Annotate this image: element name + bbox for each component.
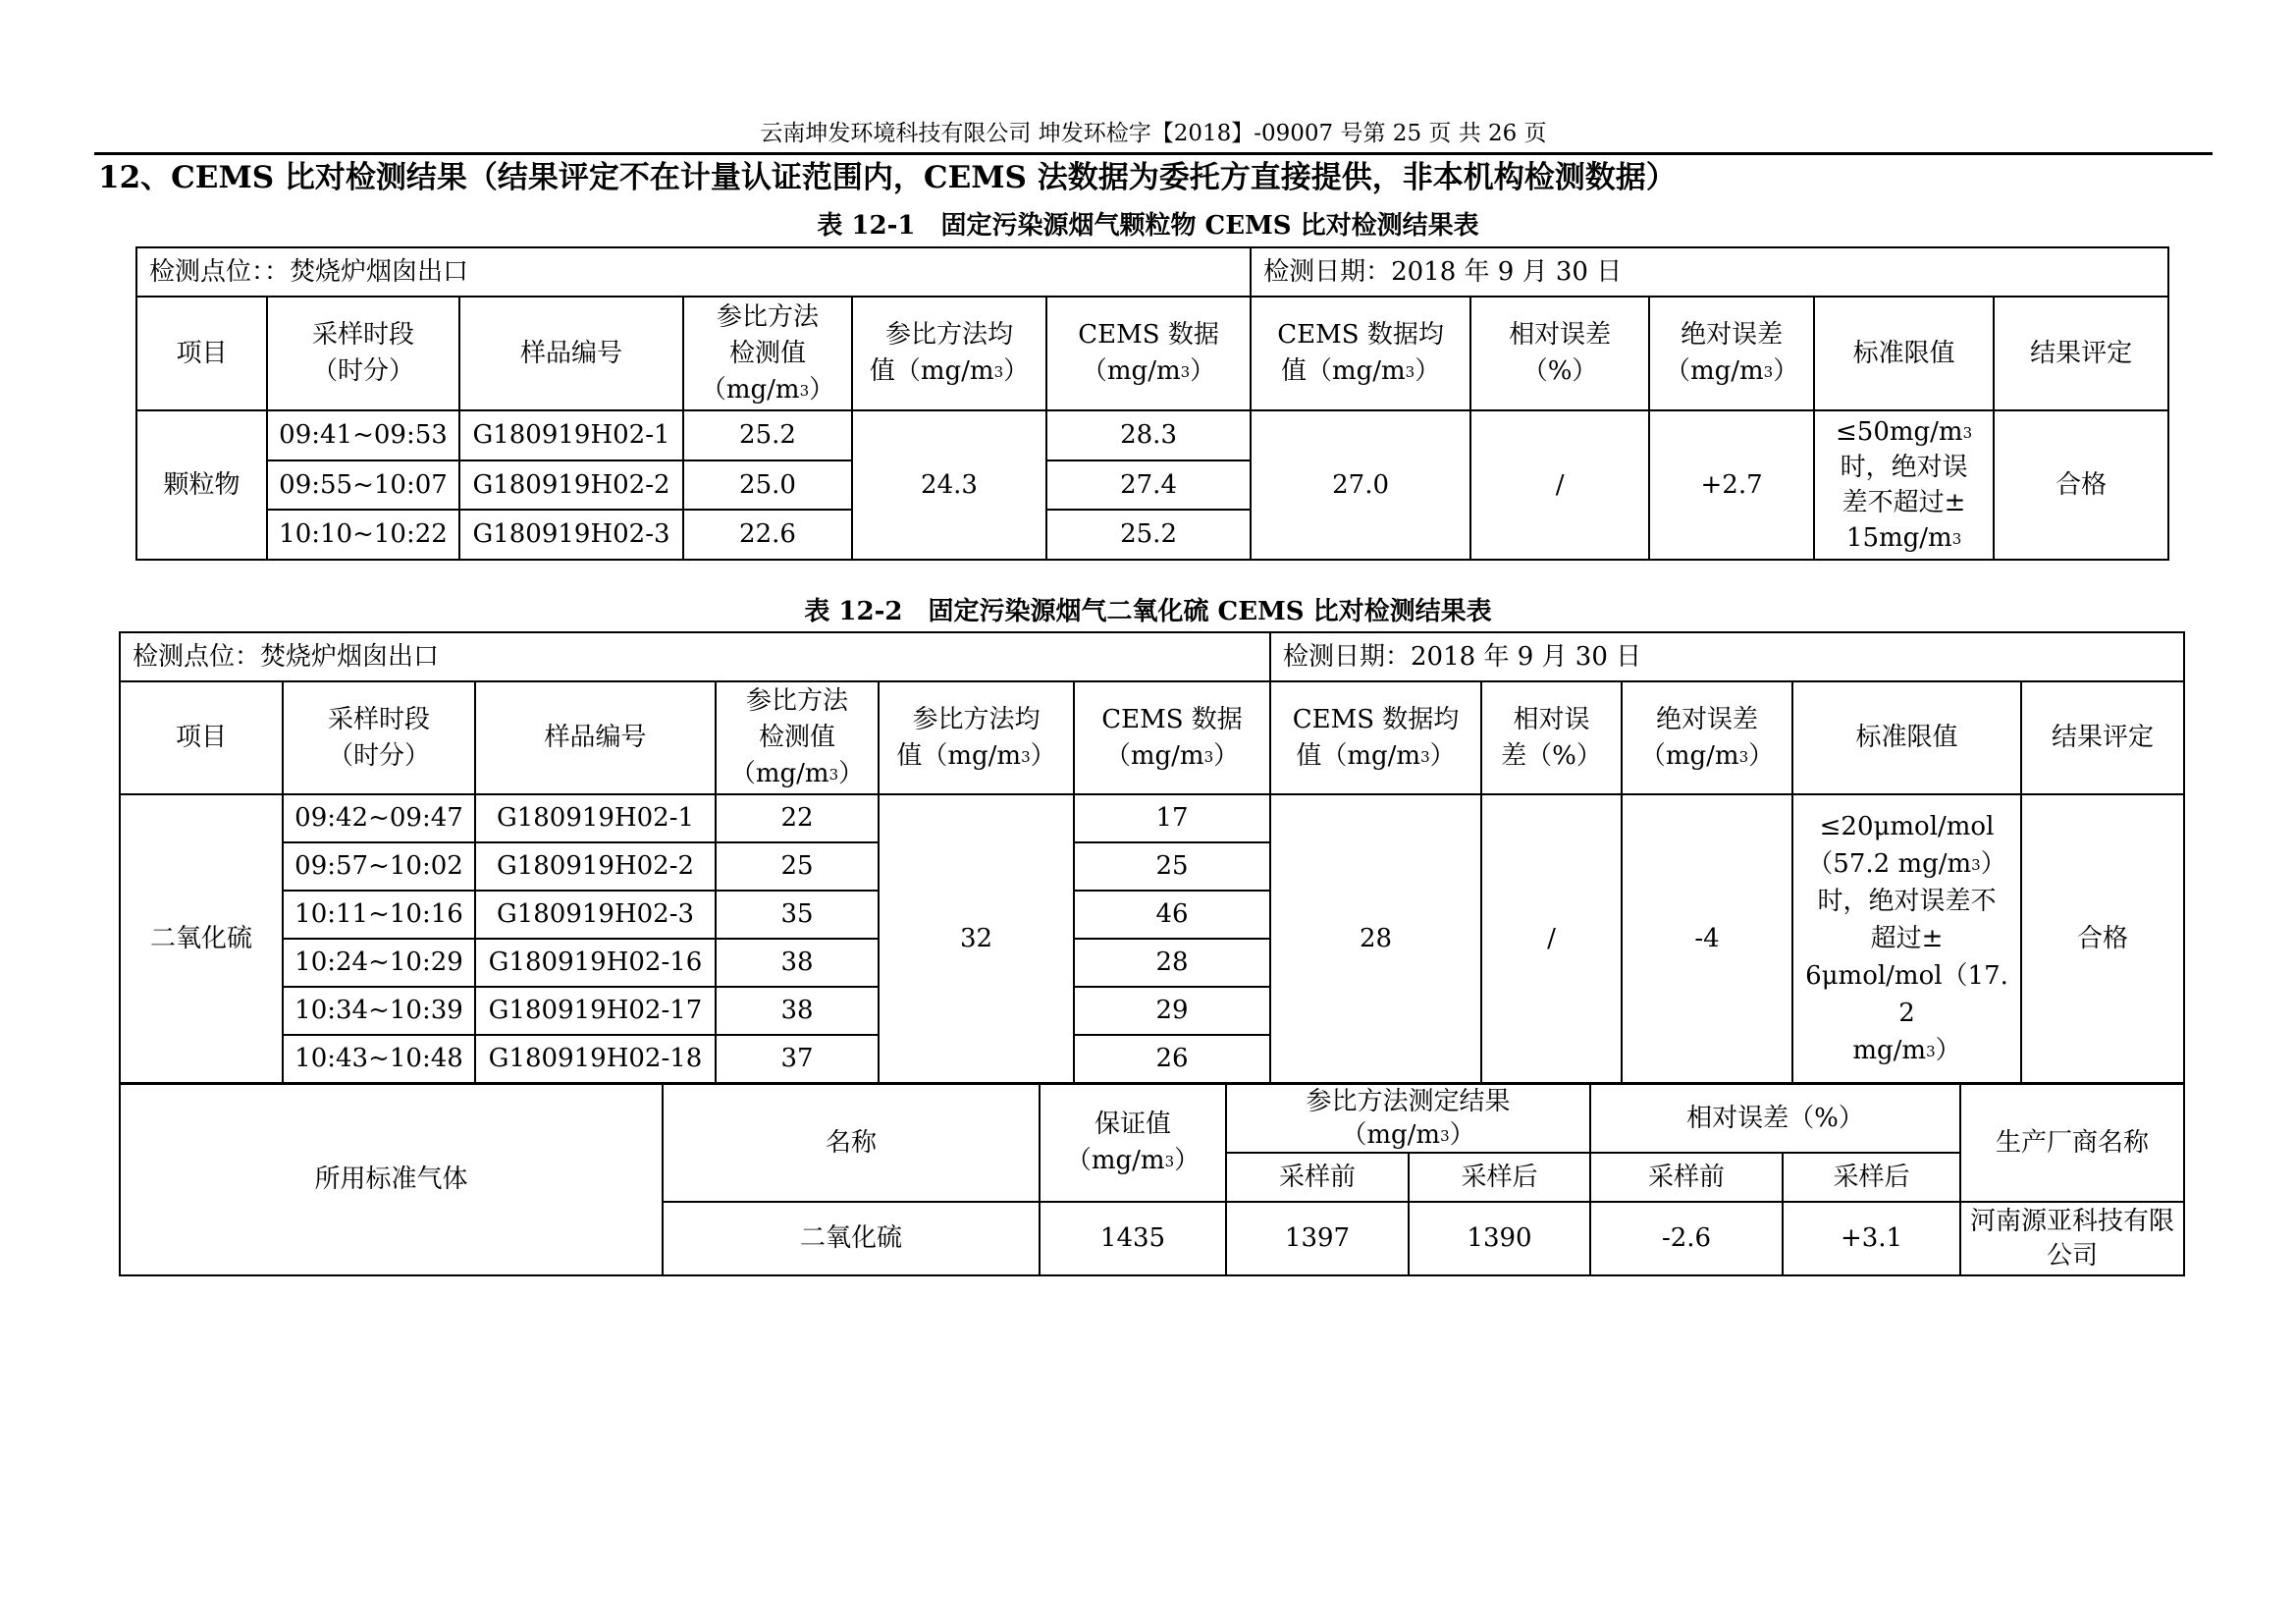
table1-caption: 表 12-1 固定污染源烟气颗粒物 CEMS 比对检测结果表 <box>817 211 1479 241</box>
ref-value-cell: 22 <box>716 794 879 842</box>
table1-rel-err: / <box>1470 410 1649 560</box>
sample-cell: G180919H02-17 <box>475 987 716 1035</box>
table2-cems-avg: 28 <box>1270 794 1481 1083</box>
period-cell: 09:55~10:07 <box>267 460 459 510</box>
gas-rel-after: +3.1 <box>1783 1202 1960 1275</box>
cems-value-cell: 46 <box>1074 891 1270 939</box>
period-cell: 10:34~10:39 <box>283 987 475 1035</box>
page-header: 云南坤发环境科技有限公司 坤发环检字【2018】-09007 号第 25 页 共 26 页 <box>760 121 1547 146</box>
gas-rel-after-header: 采样后 <box>1783 1153 1960 1202</box>
gas-ref-after: 1390 <box>1409 1202 1590 1275</box>
table2-ref-avg: 32 <box>879 794 1074 1083</box>
gas-rel-err-header: 相对误差（%） <box>1590 1084 1960 1153</box>
table2-result: 合格 <box>2021 794 2184 1083</box>
table1-header-item: 项目 <box>136 297 267 410</box>
table1-limit: $\le 50mg/m^3$ 时，绝对误 差不超过± $15mg/m^3$ <box>1814 410 1994 560</box>
table1-item-name: 颗粒物 <box>136 410 267 560</box>
table2-abs-err: -4 <box>1622 794 1792 1083</box>
gas-ref-before: 1397 <box>1226 1202 1409 1275</box>
gas-guarantee-header: 保证值 $(mg/m^3)$ <box>1040 1084 1226 1202</box>
table1-cems-avg: 27.0 <box>1251 410 1470 560</box>
period-cell: 09:41~09:53 <box>267 410 459 460</box>
table1 <box>135 246 2169 561</box>
table2-header-limit: 标准限值 <box>1792 681 2021 794</box>
table2-header-ref-avg: 参比方法均 值$(mg/m^3)$ <box>879 681 1074 794</box>
cems-value-cell: 27.4 <box>1046 460 1251 510</box>
sample-cell: G180919H02-3 <box>475 891 716 939</box>
ref-value-cell: 37 <box>716 1035 879 1083</box>
ref-value-cell: 25 <box>716 842 879 891</box>
table1-header-cems-avg: CEMS 数据均 值$(mg/m^3)$ <box>1251 297 1470 410</box>
table1-header-abs-err: 绝对误差 $(mg/m^3)$ <box>1649 297 1814 410</box>
period-cell: 10:10~10:22 <box>267 510 459 560</box>
table2-header-cems: CEMS 数据 $(mg/m^3)$ <box>1074 681 1270 794</box>
gas-guarantee: 1435 <box>1040 1202 1226 1275</box>
sample-cell: G180919H02-16 <box>475 939 716 987</box>
table1-header-ref: 参比方法 检测值 $(mg/m^3)$ <box>683 297 852 410</box>
period-cell: 09:57~10:02 <box>283 842 475 891</box>
ref-value-cell: 35 <box>716 891 879 939</box>
sample-cell: G180919H02-1 <box>459 410 683 460</box>
table2-date: 检测日期：2018 年 9 月 30 日 <box>1270 632 2184 681</box>
gas-manufacturer-header: 生产厂商名称 <box>1960 1084 2184 1202</box>
table1-date: 检测日期：2018 年 9 月 30 日 <box>1251 247 2168 297</box>
cems-value-cell: 25 <box>1074 842 1270 891</box>
gas-rel-before: -2.6 <box>1590 1202 1783 1275</box>
gas-manufacturer: 河南源亚科技有限公司 <box>1960 1202 2184 1275</box>
cems-value-cell: 17 <box>1074 794 1270 842</box>
header-rule <box>94 152 2213 155</box>
table1-header-limit: 标准限值 <box>1814 297 1994 410</box>
table2-rel-err: / <box>1481 794 1622 1083</box>
sample-cell: G180919H02-3 <box>459 510 683 560</box>
table-row <box>120 794 2184 842</box>
table2-header-abs-err: 绝对误差 $(mg/m^3)$ <box>1622 681 1792 794</box>
table2-site: 检测点位：焚烧炉烟囱出口 <box>120 632 1270 681</box>
gas-ref-after-header: 采样后 <box>1409 1153 1590 1202</box>
table1-header-rel-err: 相对误差 （%） <box>1470 297 1649 410</box>
sample-cell: G180919H02-2 <box>475 842 716 891</box>
period-cell: 10:43~10:48 <box>283 1035 475 1083</box>
period-cell: 09:42~09:47 <box>283 794 475 842</box>
table1-site: 检测点位：：焚烧炉烟囱出口 <box>136 247 1251 297</box>
cems-value-cell: 25.2 <box>1046 510 1251 560</box>
gas-ref-result-header: 参比方法测定结果 $(mg/m^3)$ <box>1226 1084 1590 1153</box>
section-title: 12、CEMS 比对检测结果（结果评定不在计量认证范围内，CEMS 法数据为委托方直接提供，非本机构检测数据） <box>98 160 1677 195</box>
ref-value-cell: 38 <box>716 987 879 1035</box>
table1-ref-avg: 24.3 <box>852 410 1046 560</box>
sample-cell: G180919H02-1 <box>475 794 716 842</box>
gas-name-header: 名称 <box>663 1084 1040 1202</box>
table1-header-cems: CEMS 数据 $(mg/m^3)$ <box>1046 297 1251 410</box>
table2-item-name: 二氧化硫 <box>120 794 283 1083</box>
table2-header-sample-no: 样品编号 <box>475 681 716 794</box>
sample-cell: G180919H02-18 <box>475 1035 716 1083</box>
sample-cell: G180919H02-2 <box>459 460 683 510</box>
table1-header-ref-avg: 参比方法均 值$(mg/m^3)$ <box>852 297 1046 410</box>
table2-header-period: 采样时段 （时分） <box>283 681 475 794</box>
table2 <box>119 631 2185 1084</box>
cems-value-cell: 28.3 <box>1046 410 1251 460</box>
table2-caption: 表 12-2 固定污染源烟气二氧化硫 CEMS 比对检测结果表 <box>804 597 1492 626</box>
period-cell: 10:24~10:29 <box>283 939 475 987</box>
table2-header-rel-err: 相对误 差（%） <box>1481 681 1622 794</box>
ref-value-cell: 25.0 <box>683 460 852 510</box>
table2-header-cems-avg: CEMS 数据均 值$(mg/m^3)$ <box>1270 681 1481 794</box>
table1-header-period: 采样时段 （时分） <box>267 297 459 410</box>
ref-value-cell: 25.2 <box>683 410 852 460</box>
table1-result: 合格 <box>1994 410 2168 560</box>
cems-value-cell: 29 <box>1074 987 1270 1035</box>
table1-header-sample-no: 样品编号 <box>459 297 683 410</box>
table-row <box>136 410 2168 460</box>
ref-value-cell: 38 <box>716 939 879 987</box>
table2-header-item: 项目 <box>120 681 283 794</box>
table1-header-result: 结果评定 <box>1994 297 2168 410</box>
gas-name: 二氧化硫 <box>663 1202 1040 1275</box>
cems-value-cell: 28 <box>1074 939 1270 987</box>
gas-rel-before-header: 采样前 <box>1590 1153 1783 1202</box>
cems-value-cell: 26 <box>1074 1035 1270 1083</box>
gas-ref-before-header: 采样前 <box>1226 1153 1409 1202</box>
ref-value-cell: 22.6 <box>683 510 852 560</box>
period-cell: 10:11~10:16 <box>283 891 475 939</box>
table2-limit: ≤20μmol/mol （57.2 $mg/m^3$） 时，绝对误差不 超过± 6μmol/mol（17.2 $mg/m^3$） <box>1792 794 2021 1083</box>
table1-abs-err: +2.7 <box>1649 410 1814 560</box>
standard-gas-table <box>119 1083 2185 1276</box>
table2-header-ref: 参比方法 检测值 $(mg/m^3)$ <box>716 681 879 794</box>
standard-gas-label: 所用标准气体 <box>120 1084 663 1275</box>
table2-header-result: 结果评定 <box>2021 681 2184 794</box>
